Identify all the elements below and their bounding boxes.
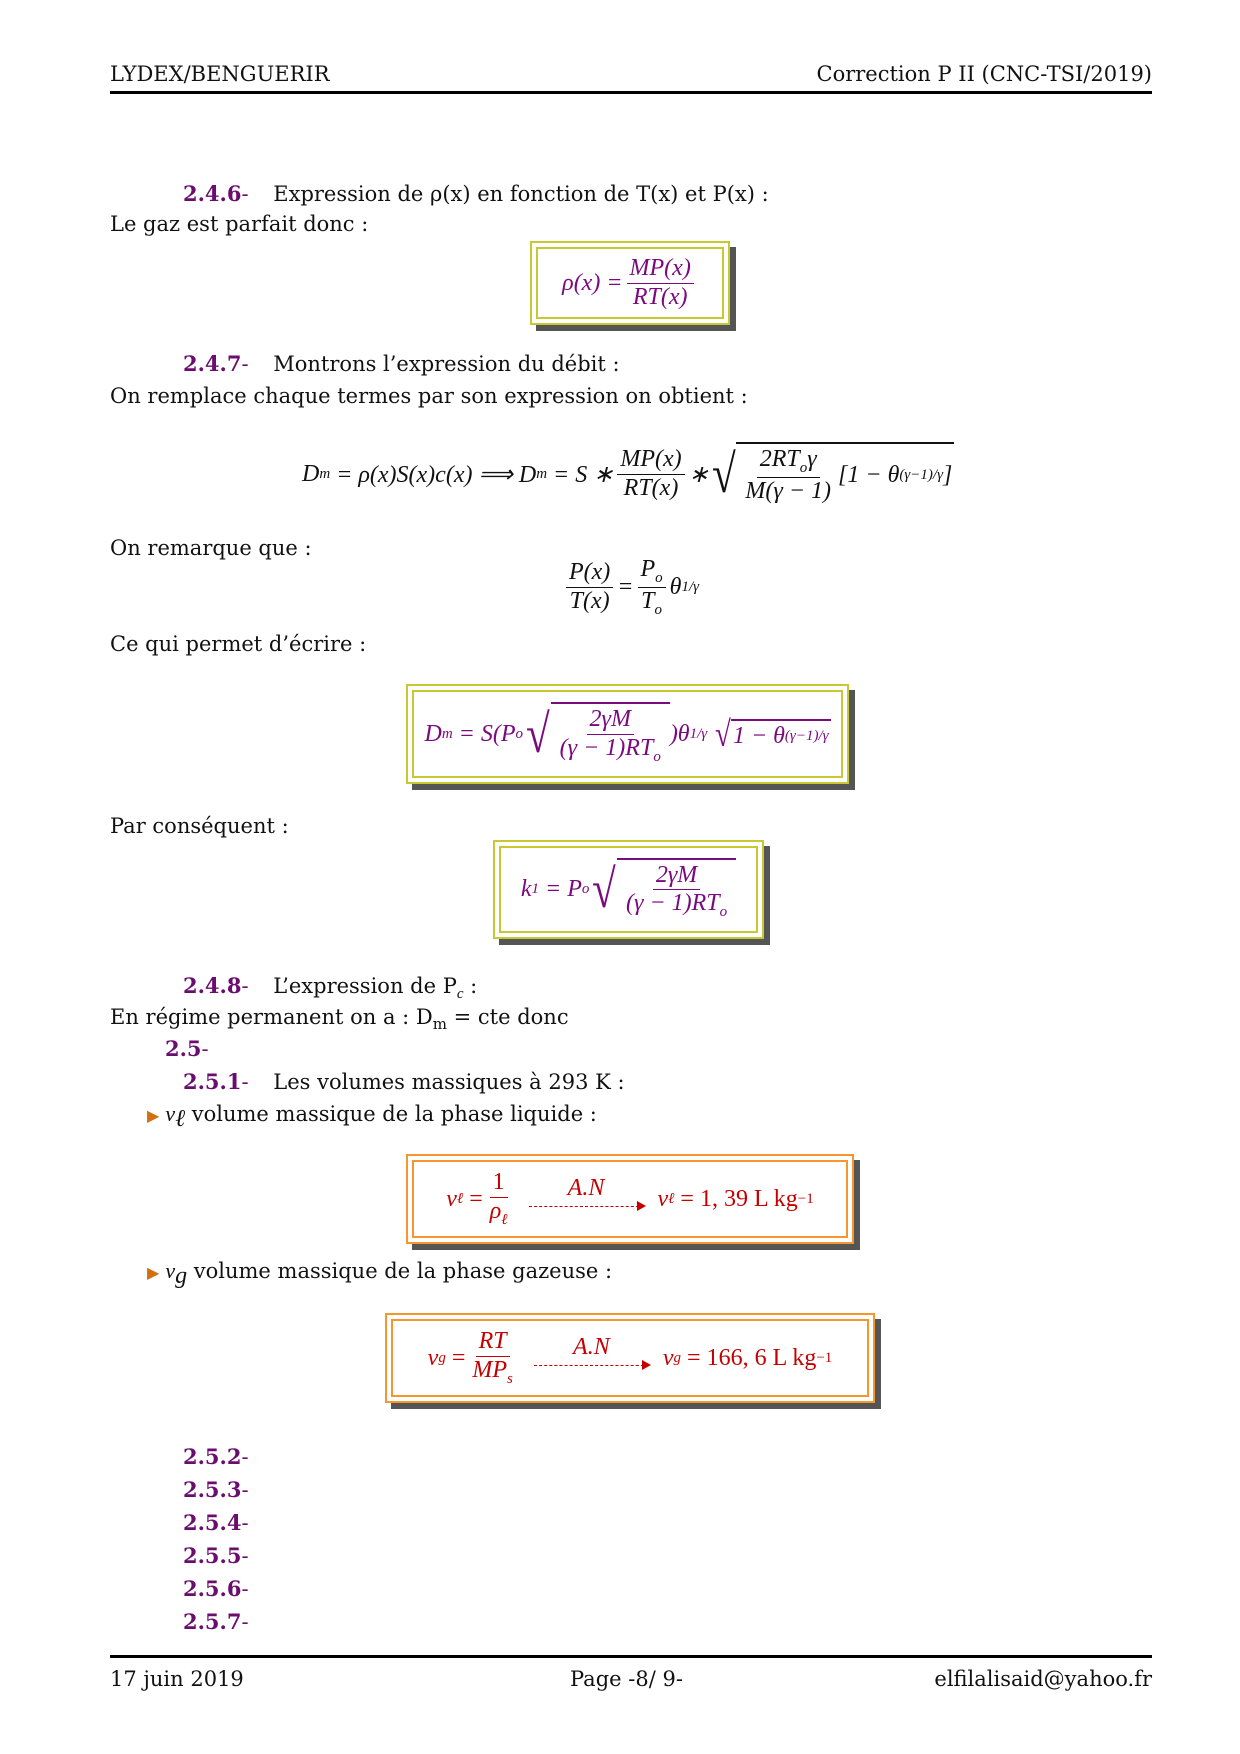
formula-box-vl [406,1154,854,1244]
header-rule [110,91,1152,94]
header-left: LYDEX/BENGUERIR [110,62,330,86]
symbol: v [165,1258,176,1283]
denominator: T [641,588,655,615]
exponent: (γ−1)/γ [899,467,943,484]
eq-part: = S(P [458,720,516,747]
text-line: Par conséquent : [110,814,289,838]
exponent: 1/γ [689,725,708,742]
result-value: = 1, 39 L kg [680,1185,798,1212]
section-number: 2.5 [165,1036,202,1061]
eq-part: = [451,1344,466,1371]
text-line: On remplace chaque termes par son expression on obtient : [110,384,748,408]
text: : [463,974,478,998]
sub: m [432,1015,447,1034]
eq-part: = [617,574,634,601]
text: En régime permanent on a : D [110,1005,433,1029]
section-number: 2.5.2 [183,1444,242,1469]
denominator: MP [472,1356,508,1383]
footer-email: elfilalisaid@yahoo.fr [934,1667,1152,1691]
eq-part: = [469,1185,483,1212]
eq-part: D [302,460,320,487]
footer-rule [110,1655,1152,1658]
sub: o [581,881,590,897]
text-line: On remarque que : [110,536,312,560]
formula-box-rho [530,241,730,325]
formula-box-debit: D m = S(P o √ $\frac{2\gamma M}{(\gamma - 1)RT_o}$ )θ 1/γ √ 1 − θ (γ−1)/γ [406,684,849,784]
eq-part: v [427,1344,439,1371]
denominator: T(x) [569,588,610,615]
section-title: Montrons l’expression du débit : [273,352,620,376]
eq-sub: m [319,465,331,482]
sub: g [673,1349,682,1366]
text-line: Ce qui permet d’écrire : [110,632,367,656]
numerator: RT [476,1328,510,1357]
exponent: −1 [797,1190,814,1207]
triangle-bullet-icon: ▶ [147,1106,160,1125]
arrow-label: A.N [573,1334,610,1360]
section-number: 2.5.3 [183,1476,242,1502]
eq-sub: m [536,465,548,482]
denominator: ρ [489,1197,502,1224]
eq-part: k [520,876,532,902]
sub: o [799,459,808,476]
footer-page-number: Page -8/ 9- [570,1667,683,1691]
section-title: L’expression de P [273,974,457,998]
text-line [110,1005,569,1033]
sub: ℓ [456,1190,464,1207]
eq-part: 1 − θ [732,722,785,749]
eq-part: = ρ(x)S(x)c(x) ⟹ D [336,461,537,488]
exponent: 1/γ [681,579,700,596]
text: volume massique de la phase gazeuse : [193,1259,613,1283]
symbol: v [165,1101,176,1126]
arrow-icon [529,1175,644,1223]
denominator: RT(x) [632,283,688,310]
exponent: −1 [816,1349,833,1366]
sub: c [456,986,464,1003]
eq-part: v [446,1185,457,1212]
footer-date: 17 juin 2019 [110,1667,244,1691]
numerator-part: γ [807,446,817,473]
section-title: Expression de ρ(x) en fonction de T(x) et P(x) : [273,182,769,206]
bullet-gas [147,1258,612,1290]
text: = cte donc [446,1005,569,1029]
section-number: 2.5.6 [183,1575,242,1601]
sub: m [441,725,453,742]
section-2-5-1: 2.5.1- Les volumes massiques à 293 K : [183,1069,625,1094]
section-number: 2.4.6 [183,181,242,206]
numerator: MP(x) [627,255,694,284]
numerator: 1 [490,1169,508,1198]
section-number: 2.5.5 [183,1542,242,1568]
empty-sections-list: 2.5.2- 2.5.3- 2.5.4- 2.5.5- 2.5.6- 2.5.7- [183,1444,249,1634]
result-value: = 166, 6 L kg [687,1344,817,1371]
arrow-icon [534,1334,649,1382]
eq-part: = P [545,876,582,902]
section-number: 2.5.1 [183,1069,242,1094]
section-number: 2.4.7 [183,351,242,376]
sub: ℓ [501,1211,508,1228]
sub: 1 [531,881,539,897]
text: volume massique de la phase liquide : [191,1102,597,1126]
sub: o [655,569,663,586]
section-number: 2.4.8 [183,973,242,998]
sub: o [719,904,728,921]
formula-box-vg [385,1313,875,1403]
eq-part: v [657,1185,669,1212]
numerator: P [640,556,656,582]
eq-part: ∗ [688,461,709,488]
numerator: 2γM [587,706,634,735]
numerator: 2γM [653,862,700,891]
section-number: 2.5.4 [183,1509,242,1535]
triangle-bullet-icon: ▶ [147,1263,160,1282]
denominator: (γ − 1)RT [559,734,654,761]
numerator: MP(x) [617,446,684,475]
equation-ratio [562,556,699,619]
numerator: P(x) [566,559,613,588]
denominator: M(γ − 1) [745,478,832,505]
section-title: Les volumes massiques à 293 K : [273,1070,625,1094]
eq-part: [1 − θ [838,462,900,489]
exponent: (γ−1)/γ [784,727,829,744]
eq-part: D [424,720,442,747]
text-line: Le gaz est parfait donc : [110,212,369,236]
sub: s [507,1370,513,1387]
sub: ℓ [175,1106,186,1133]
formula-lhs: ρ(x) = [562,269,623,296]
eq-part: ] [942,462,953,489]
sub: ℓ [668,1190,675,1207]
formula-box-k1: k 1 = P o √ $\frac{2\gamma M}{(\gamma - 1)RT_o}$ [493,840,764,939]
sub: g [175,1263,188,1290]
sub: o [654,601,663,618]
eq-part: θ [669,574,682,601]
denominator: RT(x) [623,474,679,501]
eq-part: )θ [669,720,690,747]
arrow-label: A.N [567,1175,605,1201]
sub: g [438,1349,446,1366]
section-2-4-6: 2.4.6- Expression de ρ(x) en fonction de T(x) et P(x) : [183,181,769,206]
sub: o [515,725,524,742]
section-2-4-8: 2.4.8- L’expression de $P_c$ : [183,973,478,1003]
bullet-liquid [147,1101,597,1133]
section-number: 2.5.7 [183,1608,242,1634]
section-2-4-7: 2.4.7- Montrons l’expression du débit : [183,351,620,376]
numerator: 2RT [759,446,800,473]
eq-part: v [662,1344,674,1371]
eq-part: = S ∗ [553,461,614,488]
section-2-5: 2.5- [165,1036,209,1061]
header-right: Correction P II (CNC-TSI/2019) [816,62,1152,86]
equation-debit: D m = ρ(x)S(x)c(x) ⟹ D m = S ∗ $\frac{MP(x)}{RT(x)}$ ∗ √ $\frac{2RT_o\gamma}{M(\gamma - 1)}$ [1 − θ (γ−1)/γ ] [302,443,953,505]
sub: o [653,748,661,765]
denominator: (γ − 1)RT [626,890,720,917]
